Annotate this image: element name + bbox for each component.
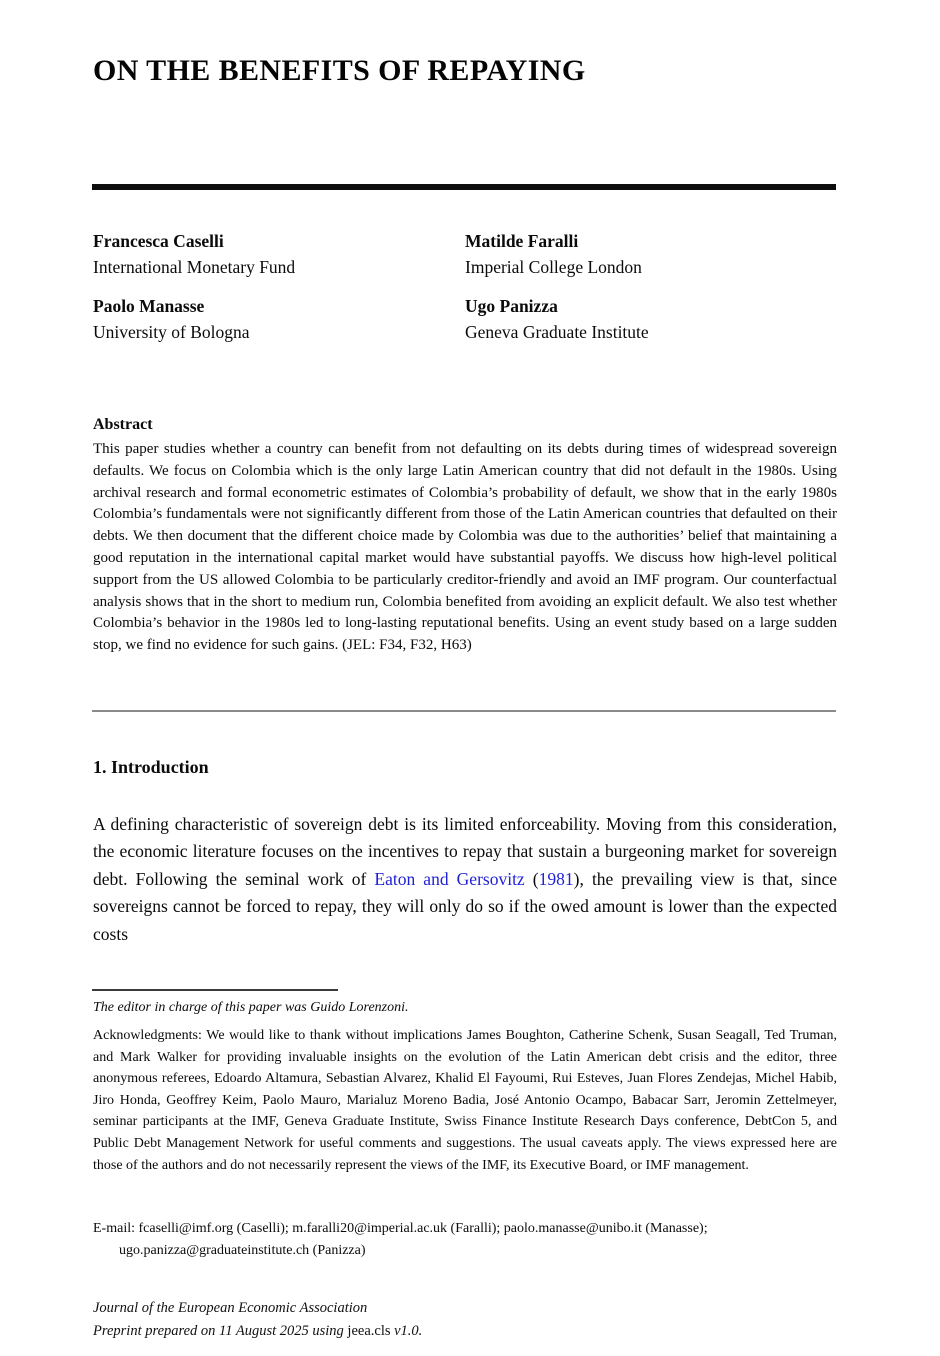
author-affiliation: Imperial College London [465, 257, 642, 277]
footnote-rule [92, 989, 338, 991]
author-name: Paolo Manasse [93, 296, 205, 316]
author-manasse [93, 293, 465, 345]
author-affiliation: International Monetary Fund [93, 257, 296, 277]
author-panizza [465, 293, 837, 345]
author-name: Matilde Faralli [465, 231, 579, 251]
email-note [93, 1218, 837, 1262]
intro-paragraph [93, 811, 837, 948]
footer-preprint-pre: Preprint prepared on 11 August 2025 using [93, 1322, 348, 1339]
author-faralli [465, 228, 837, 280]
author-block [93, 228, 837, 345]
footer-preprint-post: v1.0. [390, 1322, 423, 1339]
email-addresses: fcaselli@imf.org (Caselli); m.faralli20@imperial.ac.uk (Faralli); paolo.manasse@unibo.it (Manasse); ugo.panizza@graduateinstitute.ch (Panizza) [119, 1221, 708, 1258]
intro-text-post: ), the prevailing view is that, since sovereigns cannot be forced to repay, they will only do so if the owed amount is lower than the expected costs [93, 868, 838, 944]
page-title: ON THE BENEFITS OF REPAYING [93, 54, 586, 87]
email-label: E-mail: [93, 1221, 139, 1236]
author-caselli [93, 228, 465, 280]
abstract-heading: Abstract [93, 416, 153, 433]
intro-text-pre: A defining characteristic of sovereign debt is its limited enforceability. Moving from this consideration, the economic literature focuses on the incentives to repay that sustain a burgeoning market for sovereign debt. Following the seminal work of [93, 814, 837, 889]
footer-class-file: jeea.cls [347, 1322, 391, 1339]
citation-paren-open: ( [524, 868, 539, 889]
section-heading-introduction: 1. Introduction [93, 757, 209, 777]
author-affiliation: Geneva Graduate Institute [465, 322, 649, 342]
author-name: Francesca Caselli [93, 231, 224, 251]
abstract-divider-rule [92, 710, 836, 712]
footer-preprint-note [93, 1320, 837, 1343]
author-name: Ugo Panizza [465, 296, 558, 316]
editor-note: The editor in charge of this paper was Guido Lorenzoni. [93, 1000, 409, 1015]
citation-year-link[interactable]: 1981 [538, 868, 574, 889]
author-affiliation: University of Bologna [93, 322, 250, 342]
title-divider-rule [92, 184, 836, 190]
abstract-text: This paper studies whether a country can benefit from not defaulting on its debts during times of widespread sovereign defaults. We focus on Colombia which is the only large Latin American country that did not default in the 1980s. Using archival research and formal econometric estimates of Colombia’s probability of default, we show that in the early 1980s Colombia’s fundamentals were not significantly different from those of the Latin American countries that defaulted on their debts. We then document that the different choice made by Colombia was due to the authorities’ belief that maintaining a good reputation in the international capital market would have substantial payoffs. We discuss how high-level political support from the US allowed Colombia to be particularly creditor-friendly and avoid an IMF program. Our counterfactual analysis shows that in the short to medium run, Colombia benefited from avoiding an explicit default. We also test whether Colombia’s behavior in the 1980s led to long-lasting reputational benefits. Using an event study based on a large sudden stop, we find no evidence for such gains. (JEL: F34, F32, H63) [93, 441, 837, 654]
citation-link-eaton-gersovitz[interactable]: Eaton and Gersovitz [374, 868, 525, 889]
footer-journal-name: Journal of the European Economic Association [93, 1300, 368, 1316]
acknowledgments-text: Acknowledgments: We would like to thank without implications James Boughton, Catherine Schenk, Susan Seagall, Ted Truman, and Mark Walker for providing invaluable insights on the evolution of the Latin American debt crisis and the editor, three anonymous referees, Edoardo Altamura, Sebastian Alvarez, Khalid El Fayoumi, Rui Esteves, Juan Flores Zendejas, Michel Habib, Jiro Honda, Geoffrey Keim, Paolo Mauro, Marialuz Moreno Badia, José Antonio Ocampo, Babacar Sarr, Jeromin Zettelmeyer, seminar participants at the IMF, Geneva Graduate Institute, Swiss Finance Institute Research Days conference, DebtCon 5, and Public Debt Management Network for useful comments and suggestions. The usual caveats apply. The views expressed here are those of the authors and do not necessarily represent the views of the IMF, its Executive Board, or IMF management. [93, 1028, 837, 1173]
page-footer [93, 1297, 837, 1342]
